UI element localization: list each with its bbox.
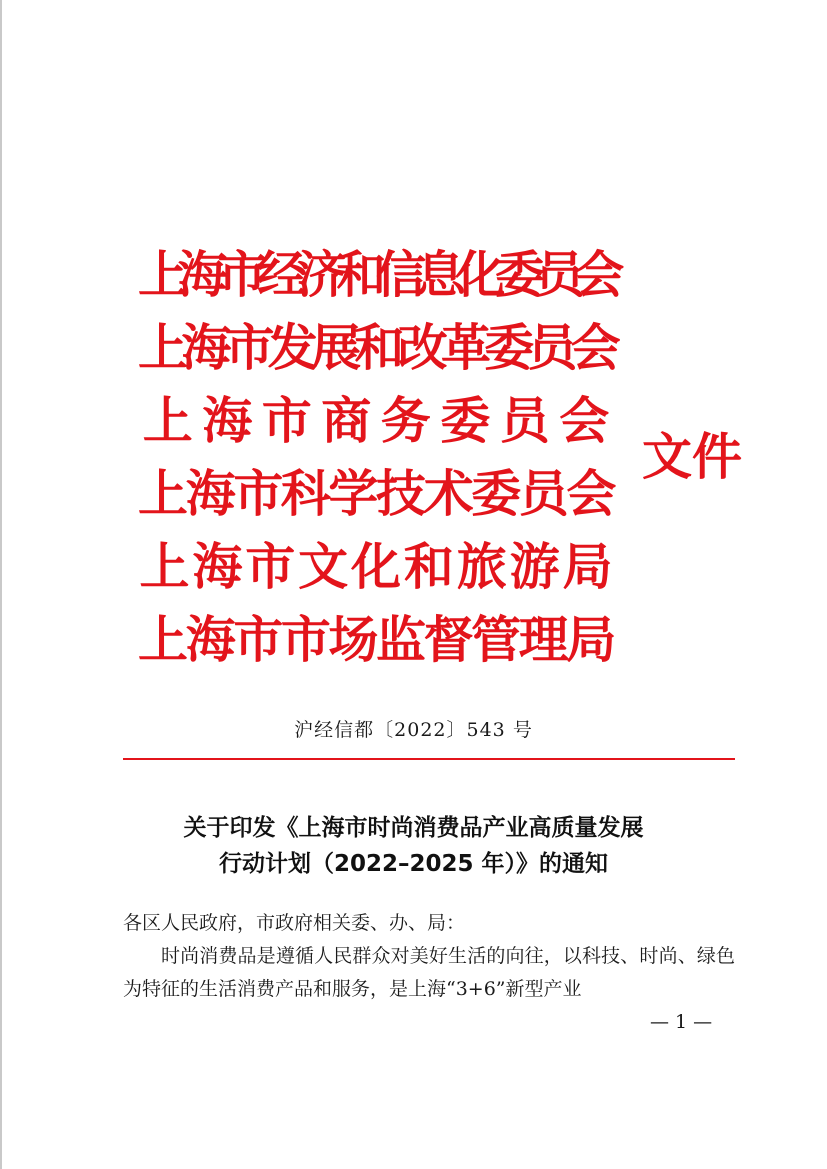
issuer-line: 上海市发展和改革委员会: [138, 318, 621, 377]
red-divider: [123, 758, 735, 760]
document-number: 沪经信都〔2022〕543 号: [294, 719, 533, 741]
issuer-block: [138, 238, 625, 676]
page-edge: [0, 0, 2, 1169]
notice-title: [0, 810, 827, 882]
issuer-line: 上海市科学技术委员会: [138, 464, 617, 523]
title-line-1: 关于印发《上海市时尚消费品产业高质量发展: [183, 815, 644, 841]
body-text: [123, 907, 735, 1006]
issuer-line: 上海市文化和旅游局: [139, 537, 613, 596]
page-number: — 1 —: [650, 1011, 713, 1033]
body-paragraph: 时尚消费品是遵循人民群众对美好生活的向往，以科技、时尚、绿色为特征的生活消费产品和服务，是上海“3+6”新型产业: [123, 945, 735, 1000]
issuer-line: 上 海 市 商 务 委 员 会: [142, 391, 610, 450]
issuer-line: 上海市市场监督管理局: [138, 610, 617, 669]
issuer-line: 上海市经济和信息化委员会: [138, 245, 625, 304]
document-suffix: 文件: [642, 427, 742, 486]
salutation: 各区人民政府，市政府相关委、办、局：: [123, 912, 466, 934]
title-line-2: 行动计划（2022–2025 年）》的通知: [218, 851, 609, 877]
